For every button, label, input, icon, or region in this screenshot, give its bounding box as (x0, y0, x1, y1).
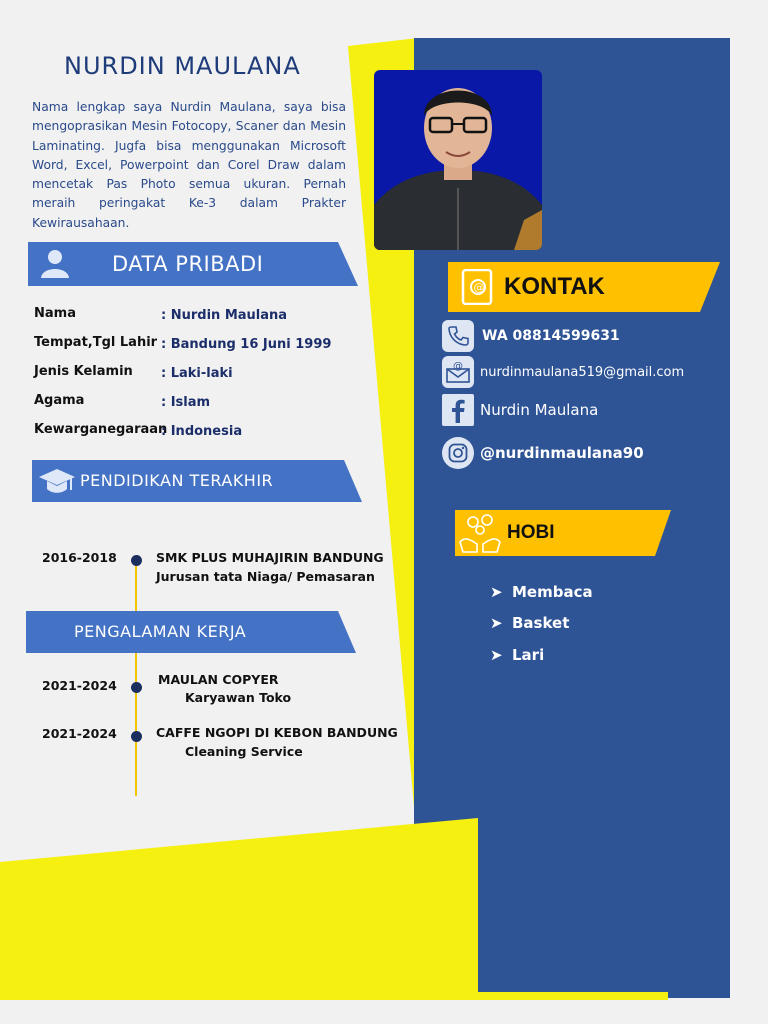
address-book-icon (460, 269, 494, 310)
hobi-heading: HOBI (507, 522, 555, 543)
data-label: Tempat,Tgl Lahir (34, 335, 158, 350)
experience-year: 2021-2024 (42, 678, 117, 693)
arrow-right-icon: ➤ (490, 646, 503, 664)
experience-role: Cleaning Service (185, 744, 303, 759)
data-value: : Laki-laki (161, 366, 233, 381)
svg-text:@: @ (453, 361, 463, 372)
page-title: NURDIN MAULANA (64, 52, 301, 80)
hobby-item (490, 583, 593, 601)
contact-facebook-text: Nurdin Maulana (480, 401, 599, 419)
contact-instagram-text: @nurdinmaulana90 (480, 444, 644, 462)
pengalaman-banner (26, 611, 356, 653)
contact-email[interactable] (442, 356, 684, 388)
profile-bio: Nama lengkap saya Nurdin Maulana, saya bisa mengoprasikan Mesin Fotocopy, Scaner dan Mesin Laminating. Jugfa bisa menggunakan Microsoft Word, Excel, Powerpoint dan Corel Draw dalam mencetak Pas Photo semua ukuran. Pernah meraih peringakat Ke-3 dalam Prakter Kewirausahaan. (32, 100, 346, 230)
timeline-dot (131, 731, 142, 742)
data-label: Agama (34, 393, 85, 408)
person-icon (38, 246, 72, 284)
hobi-banner (455, 510, 671, 556)
contact-instagram[interactable] (442, 437, 644, 469)
facebook-icon (442, 394, 474, 426)
data-value: : Indonesia (161, 424, 243, 439)
data-pribadi-heading: DATA PRIBADI (112, 252, 264, 276)
pengalaman-heading: PENGALAMAN KERJA (74, 622, 247, 641)
pendidikan-heading: PENDIDIKAN TERAKHIR (80, 471, 274, 490)
contact-whatsapp-text: WA 08814599631 (482, 328, 620, 344)
yellow-bottom-strip (474, 992, 668, 1000)
timeline-line (135, 556, 137, 796)
pendidikan-banner (32, 460, 362, 502)
data-value: : Nurdin Maulana (161, 308, 288, 323)
education-major: Jurusan tata Niaga/ Pemasaran (156, 569, 375, 584)
kontak-heading: KONTAK (504, 273, 605, 300)
hobby-item (490, 646, 544, 664)
email-icon (442, 356, 474, 388)
kontak-banner (448, 262, 720, 312)
data-label: Nama (34, 306, 76, 321)
data-value: : Bandung 16 Juni 1999 (161, 337, 332, 352)
contact-facebook[interactable] (442, 394, 598, 426)
experience-role: Karyawan Toko (185, 690, 292, 705)
phone-icon (442, 320, 474, 352)
instagram-icon (442, 437, 474, 469)
arrow-right-icon: ➤ (490, 614, 503, 632)
data-value: : Islam (161, 395, 211, 410)
hobby-label: Basket (512, 614, 570, 632)
hobby-label: Membaca (512, 583, 593, 601)
svg-text:@: @ (473, 281, 485, 294)
hobby-item (490, 614, 569, 632)
hobby-label: Lari (512, 646, 545, 664)
experience-company: CAFFE NGOPI DI KEBON BANDUNG (156, 725, 398, 740)
contact-email-text: nurdinmaulana519@gmail.com (480, 364, 685, 380)
experience-year: 2021-2024 (42, 726, 117, 741)
timeline-dot (131, 682, 142, 693)
profile-photo (374, 70, 542, 250)
education-school: SMK PLUS MUHAJIRIN BANDUNG (156, 550, 384, 565)
data-pribadi-banner (28, 242, 358, 286)
education-year: 2016-2018 (42, 550, 117, 565)
graduation-cap-icon (38, 466, 76, 502)
hands-coins-icon (457, 512, 503, 559)
yellow-bottom-wedge (0, 818, 478, 1000)
data-label: Jenis Kelamin (34, 364, 133, 379)
contact-whatsapp[interactable] (442, 320, 620, 352)
data-label: Kewarganegaraan (34, 422, 168, 437)
experience-company: MAULAN COPYER (158, 672, 279, 687)
timeline-dot (131, 555, 142, 566)
arrow-right-icon: ➤ (490, 583, 503, 601)
